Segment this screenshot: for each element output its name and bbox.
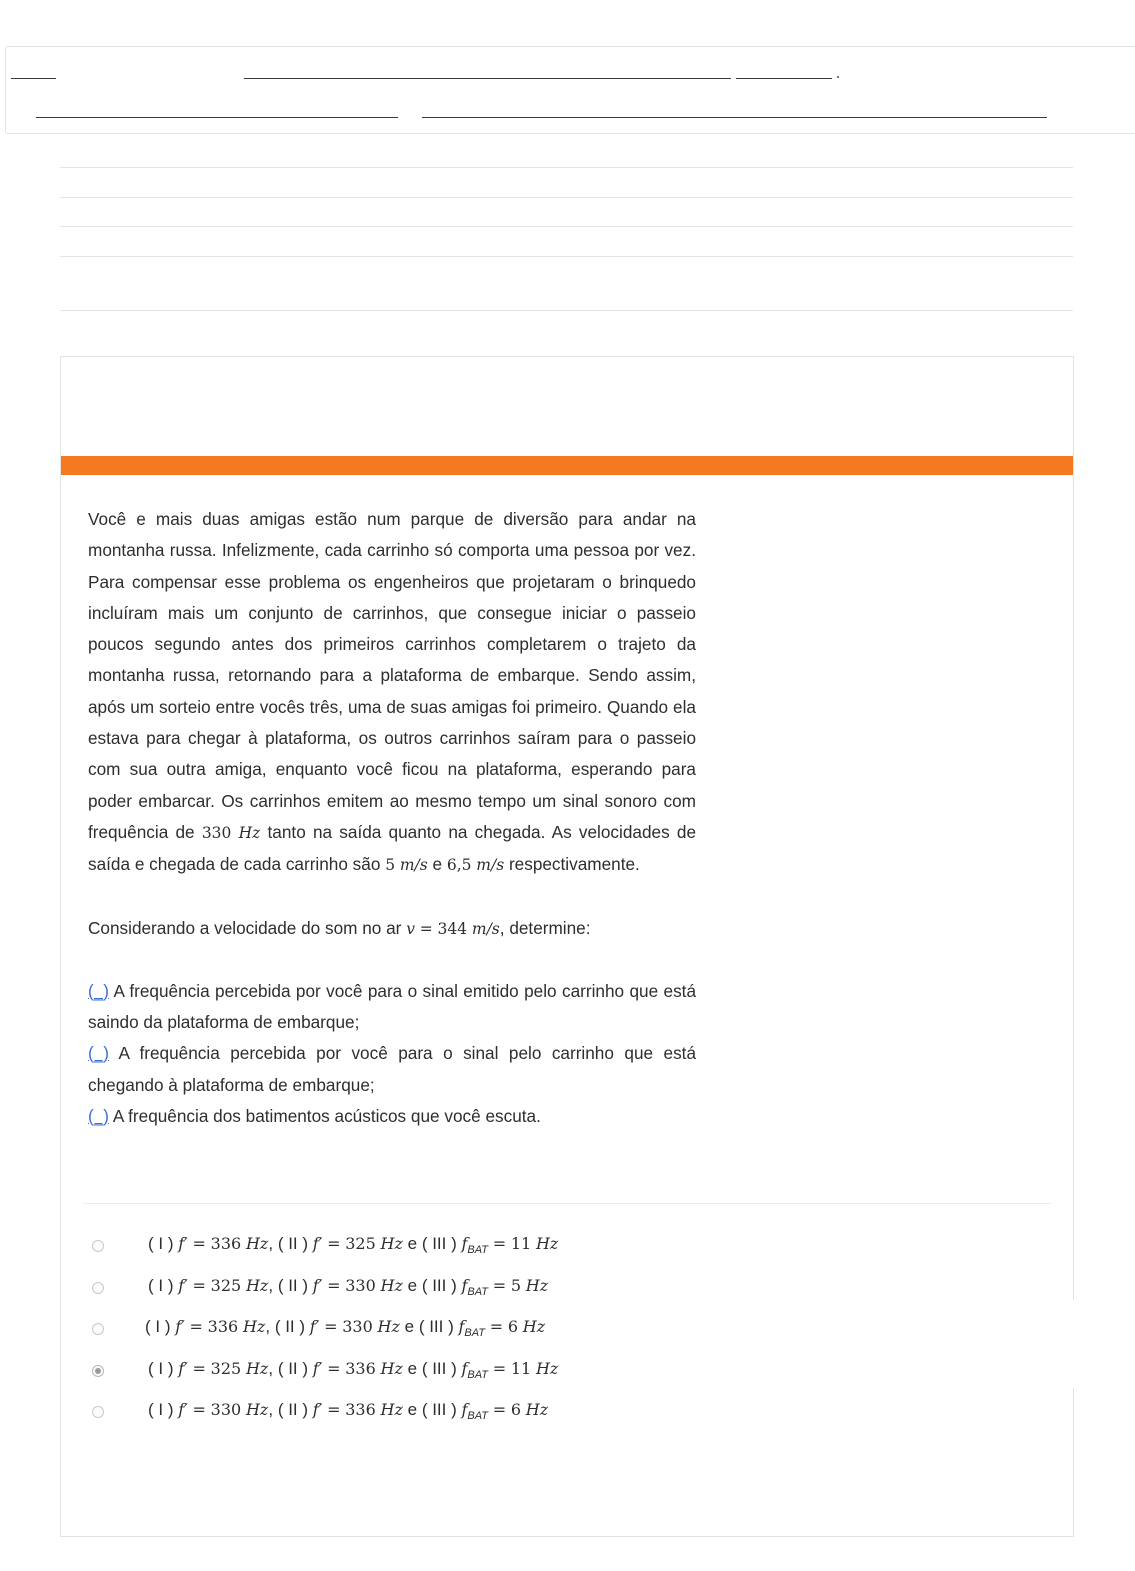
header-underline-link-1[interactable] — [11, 78, 56, 79]
option-label[interactable]: ( I ) f′ = 325 Hz, ( II ) f′ = 336 Hz e ( III ) $f_{BAT} = 11$ Hz — [148, 1358, 559, 1381]
answer-option-a[interactable] — [91, 1232, 991, 1274]
radio-button-selected[interactable] — [92, 1365, 104, 1377]
question-paragraph-1: Você e mais duas amigas estão num parque de diversão para andar na montanha russa. Infelizmente, cada carrinho só comporta uma pessoa por vez. Para compensar esse problema os engenheiros que projetaram o brinquedo incluíram mais um conjunto de carrinhos, que consegue iniciar o passeio poucos segundo antes dos primeiros carrinhos completarem o trajeto da montanha russa, retornando para a plataforma de embarque. Sendo assim, após um sorteio entre vocês três, uma de suas amigas foi primeiro. Quando ela estava para chegar à plataforma, os outros carrinhos saíram para o passeio com sua outra amiga, enquanto você ficou na plataforma, esperando para poder embarcar. Os carrinhos emitem ao mesmo tempo um sinal sonoro com frequência de 330 Hz tanto na saída quanto na chegada. As velocidades de saída e chegada de cada carrinho são 5 m/s e 6,5 m/s respectivamente. — [88, 509, 696, 875]
answer-option-c[interactable] — [91, 1315, 991, 1357]
option-label[interactable]: ( I ) f′ = 325 Hz, ( II ) f′ = 330 Hz e ( III ) $f_{BAT} = 5$ Hz — [148, 1275, 549, 1298]
option-label[interactable]: ( I ) f′ = 330 Hz, ( II ) f′ = 336 Hz e ( III ) $f_{BAT} = 6$ Hz — [148, 1400, 549, 1422]
header-underline-link-2[interactable] — [244, 78, 731, 79]
question-item-1: (_) A frequência percebida por você para o sinal emitido pelo carrinho que está saindo da plataforma de embarque; — [88, 980, 697, 1033]
radio-button[interactable] — [92, 1406, 104, 1418]
separator-line — [60, 310, 1073, 311]
header-box — [5, 46, 1135, 134]
question-card — [60, 356, 1074, 1537]
header-underline-link-3[interactable] — [736, 78, 832, 79]
radio-button[interactable] — [92, 1240, 104, 1252]
question-item-3: (_) A frequência dos batimentos acústicos que você escuta. — [88, 1106, 541, 1127]
answer-option-d[interactable] — [91, 1357, 991, 1399]
card-edge-gap — [1065, 1300, 1085, 1388]
question-paragraph-2: Considerando a velocidade do som no ar v = 344 m/s, determine: — [88, 917, 591, 938]
question-item-2: (_) A frequência percebida por você para o sinal pelo carrinho que está chegando à plataforma de embarque; — [88, 1043, 696, 1095]
radio-button[interactable] — [92, 1323, 104, 1335]
header-underline-link-4[interactable] — [36, 117, 398, 118]
separator-line — [60, 256, 1073, 257]
answer-options — [91, 1232, 991, 1440]
separator-line — [60, 197, 1073, 198]
answer-option-b[interactable] — [91, 1274, 991, 1316]
question-text — [88, 504, 696, 1132]
answer-option-e[interactable] — [91, 1398, 991, 1440]
options-divider — [83, 1203, 1051, 1204]
header-underline-link-5[interactable] — [422, 117, 1047, 118]
radio-button[interactable] — [92, 1282, 104, 1294]
option-label[interactable]: ( I ) f′ = 336 Hz, ( II ) f′ = 330 Hz e ( III ) $f_{BAT} = 6$ Hz — [145, 1317, 546, 1339]
question-accent-bar — [61, 456, 1073, 475]
separator-line — [60, 226, 1073, 227]
header-dot — [837, 76, 839, 78]
option-label[interactable]: ( I ) f′ = 336 Hz, ( II ) f′ = 325 Hz e ( III ) $f_{BAT} = 11$ Hz — [148, 1234, 559, 1256]
separator-line — [60, 167, 1073, 168]
